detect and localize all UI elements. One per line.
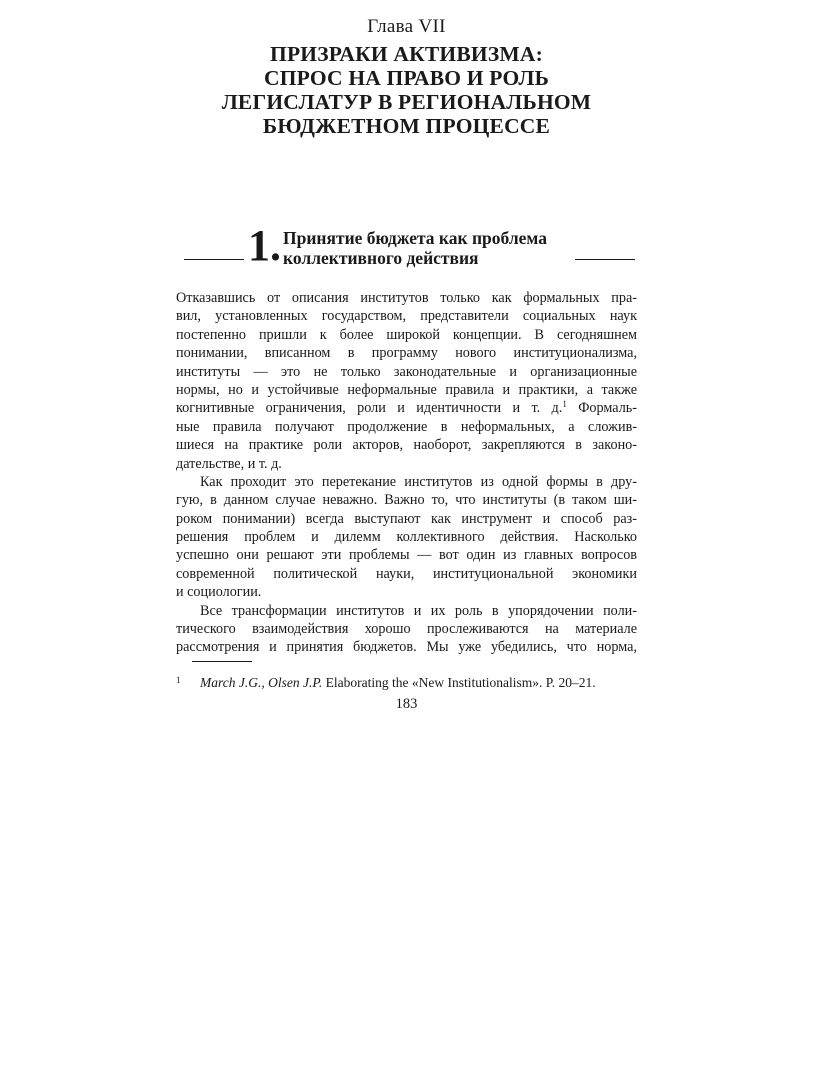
section-heading bbox=[180, 221, 635, 270]
section-number: 1. bbox=[248, 221, 281, 270]
text-line: тического взаимодействия хорошо прослеживаются на материале bbox=[176, 621, 637, 638]
text-line: шиеся на практике роли акторов, наоборот, закрепляются в законо- bbox=[176, 437, 637, 454]
text-line: понимании, вписанном в программу нового институционализма, bbox=[176, 345, 637, 362]
text-segment: Формаль- bbox=[566, 400, 637, 417]
heading-rule-right bbox=[575, 259, 635, 260]
section-title bbox=[283, 228, 547, 268]
text-line: ные правила получают продолжение в неформальных, а сложив- bbox=[176, 418, 637, 435]
text-line: дательстве, и т. д. bbox=[176, 455, 282, 472]
chapter-label: Глава VII bbox=[367, 16, 446, 37]
footnote-authors: March J.G., Olsen J.P. bbox=[200, 675, 323, 690]
chapter-title-line: БЮДЖЕТНОМ ПРОЦЕССЕ bbox=[262, 114, 551, 138]
text-line: институты — это не только законодательные и организационные bbox=[176, 363, 637, 380]
text-line: и социологии. bbox=[176, 584, 262, 601]
footnote bbox=[176, 672, 637, 691]
text-line: Отказавшись от описания институтов только как формальных пра- bbox=[176, 290, 637, 306]
paragraph bbox=[176, 473, 637, 602]
text-line: Как проходит это перетекание институтов из одной формы в дру- bbox=[200, 473, 637, 490]
text-line: решения проблем и дилемм коллективного действия. Насколько bbox=[176, 529, 637, 546]
text-line: современной политической науки, институциональной экономики bbox=[176, 565, 637, 582]
text-line: роком понимании) всегда выступают как инструмент и способ раз- bbox=[176, 510, 637, 527]
paragraph bbox=[176, 289, 637, 473]
text-line: нормы, но и устойчивые неформальные правила и практики, а также bbox=[176, 381, 637, 398]
text-line-with-footnote bbox=[176, 399, 637, 417]
chapter-title-line: ЛЕГИСЛАТУР В РЕГИОНАЛЬНОМ bbox=[221, 90, 592, 114]
footnote-reference[interactable]: 1 bbox=[562, 399, 567, 410]
section-title-line: Принятие бюджета как проблема bbox=[283, 228, 547, 248]
text-line: Все трансформации институтов и их роль в упорядочении поли- bbox=[200, 602, 637, 619]
text-line: рассмотрения и принятия бюджетов. Мы уже убедились, что норма, bbox=[176, 639, 637, 656]
text-line: гую, в данном случае неважно. Важно то, что институты (в таком ши- bbox=[176, 492, 637, 509]
body-text bbox=[176, 289, 637, 657]
page-number: 183 bbox=[395, 696, 418, 712]
text-line: успешно они решают эти проблемы — вот один из главных вопросов bbox=[176, 547, 637, 564]
footnote-separator bbox=[192, 661, 252, 662]
text-line: постепенно пришли к более широкой концепции. В сегодняшнем bbox=[176, 326, 637, 343]
footnote-marker: 1 bbox=[176, 675, 181, 685]
heading-rule-left bbox=[184, 259, 244, 260]
text-segment: когнитивные ограничения, роли и идентичности и т. д. bbox=[176, 400, 563, 417]
paragraph bbox=[176, 602, 637, 657]
chapter-title-line: СПРОС НА ПРАВО И РОЛЬ bbox=[263, 66, 550, 90]
chapter-title bbox=[150, 42, 663, 138]
text-line: вил, установленных государством, представители социальных наук bbox=[176, 308, 637, 325]
chapter-title-line: ПРИЗРАКИ АКТИВИЗМА: bbox=[270, 42, 543, 66]
section-title-line: коллективного действия bbox=[283, 248, 479, 268]
footnote-text: Elaborating the «New Institutionalism». P. 20–21. bbox=[322, 675, 596, 690]
